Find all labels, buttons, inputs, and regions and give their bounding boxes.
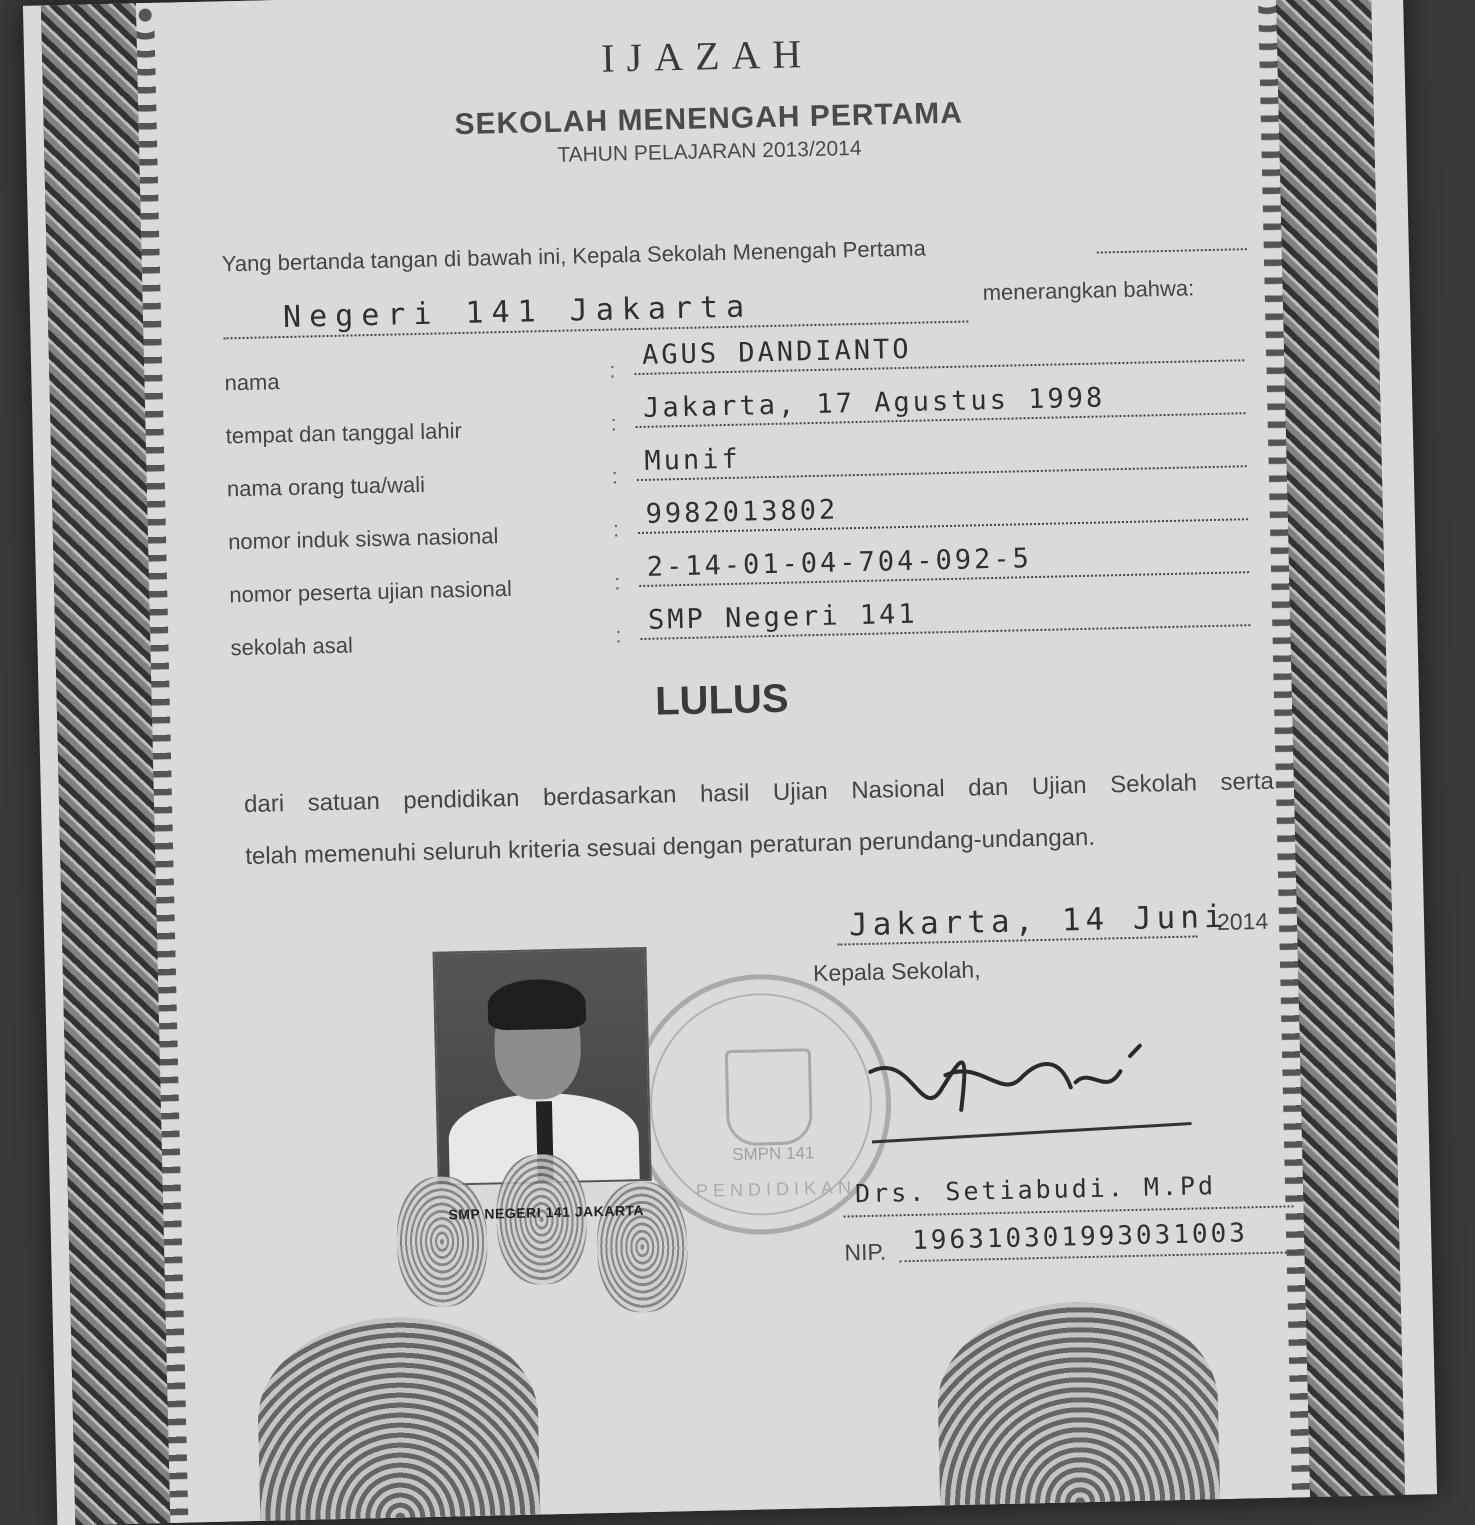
nip-value: 196310301993031003 xyxy=(911,1218,1249,1256)
field-label: tempat dan tanggal lahir xyxy=(225,418,463,449)
stamp-text: SMPN 141 xyxy=(731,1143,815,1165)
intro-dotted-line xyxy=(1097,248,1247,253)
field-label: nomor peserta ujian nasional xyxy=(229,575,513,608)
signature-icon xyxy=(849,1025,1161,1132)
certificate-title: IJAZAH xyxy=(600,30,814,81)
signer-name: Drs. Setiabudi. M.Pd xyxy=(854,1171,1217,1209)
certificate-content xyxy=(136,0,1310,1523)
field-label: nama xyxy=(224,369,280,396)
corner-ornament-left xyxy=(256,1315,540,1521)
signer-name-line xyxy=(843,1167,1294,1217)
result-heading: LULUS xyxy=(654,676,790,724)
fingerprint-icon xyxy=(596,1181,689,1313)
academic-year: TAHUN PELAJARAN 2013/2014 xyxy=(557,136,862,167)
school-level-heading: SEKOLAH MENENGAH PERTAMA xyxy=(454,96,964,142)
field-colon: : xyxy=(609,357,616,383)
stamp-emblem-icon xyxy=(725,1048,813,1146)
photo-hair xyxy=(487,978,586,1030)
nip-row xyxy=(844,1217,1295,1267)
signer-title: Kepala Sekolah, xyxy=(812,956,981,987)
statement-line-2: telah memenuhi seluruh kriteria sesuai dengan peraturan perundang-undangan. xyxy=(244,823,1096,871)
field-value-exam-number: 2-14-01-04-704-092-5 xyxy=(646,543,1033,583)
ornamental-border xyxy=(41,0,1405,1525)
field-dotted-line xyxy=(634,323,1245,375)
field-colon: : xyxy=(610,410,617,436)
statement-line-1: dari satuan pendidikan berdasarkan hasil Ujian Nasional dan Ujian Sekolah serta xyxy=(243,767,1275,819)
intro-text: Yang bertanda tangan di bawah ini, Kepala Sekolah Menengah Pertama xyxy=(221,235,927,277)
place-date xyxy=(837,896,1277,944)
school-name-handwritten: Negeri 141 Jakarta xyxy=(282,289,753,336)
field-colon: : xyxy=(615,622,622,648)
field-colon: : xyxy=(611,463,619,489)
certificate-sheet xyxy=(23,0,1437,1525)
corner-ornament-right xyxy=(936,1299,1220,1505)
intro-suffix: menerangkan bahwa: xyxy=(982,275,1195,306)
photo-caption: SMP NEGERI 141 JAKARTA xyxy=(448,1202,645,1223)
field-value-name: AGUS DANDIANTO xyxy=(641,333,912,371)
stamp-ring-text: PENDIDIKAN xyxy=(695,1177,857,1201)
place-date-handwritten: Jakarta, 14 Juni xyxy=(848,898,1228,944)
field-value-origin-school: SMP Negeri 141 xyxy=(647,598,918,636)
nip-label: NIP. xyxy=(844,1238,887,1266)
field-value-birth: Jakarta, 17 Agustus 1998 xyxy=(642,382,1106,424)
field-label: sekolah asal xyxy=(230,632,354,661)
field-colon: : xyxy=(613,569,621,595)
fingerprint-icon xyxy=(396,1176,489,1308)
field-value-parent: Munif xyxy=(644,443,742,477)
field-label: nama orang tua/wali xyxy=(226,471,426,502)
field-value-nisn: 9982013802 xyxy=(645,494,839,530)
field-colon: : xyxy=(612,516,620,542)
field-label: nomor induk siswa nasional xyxy=(227,523,499,555)
place-date-year: 2014 xyxy=(1216,907,1269,935)
